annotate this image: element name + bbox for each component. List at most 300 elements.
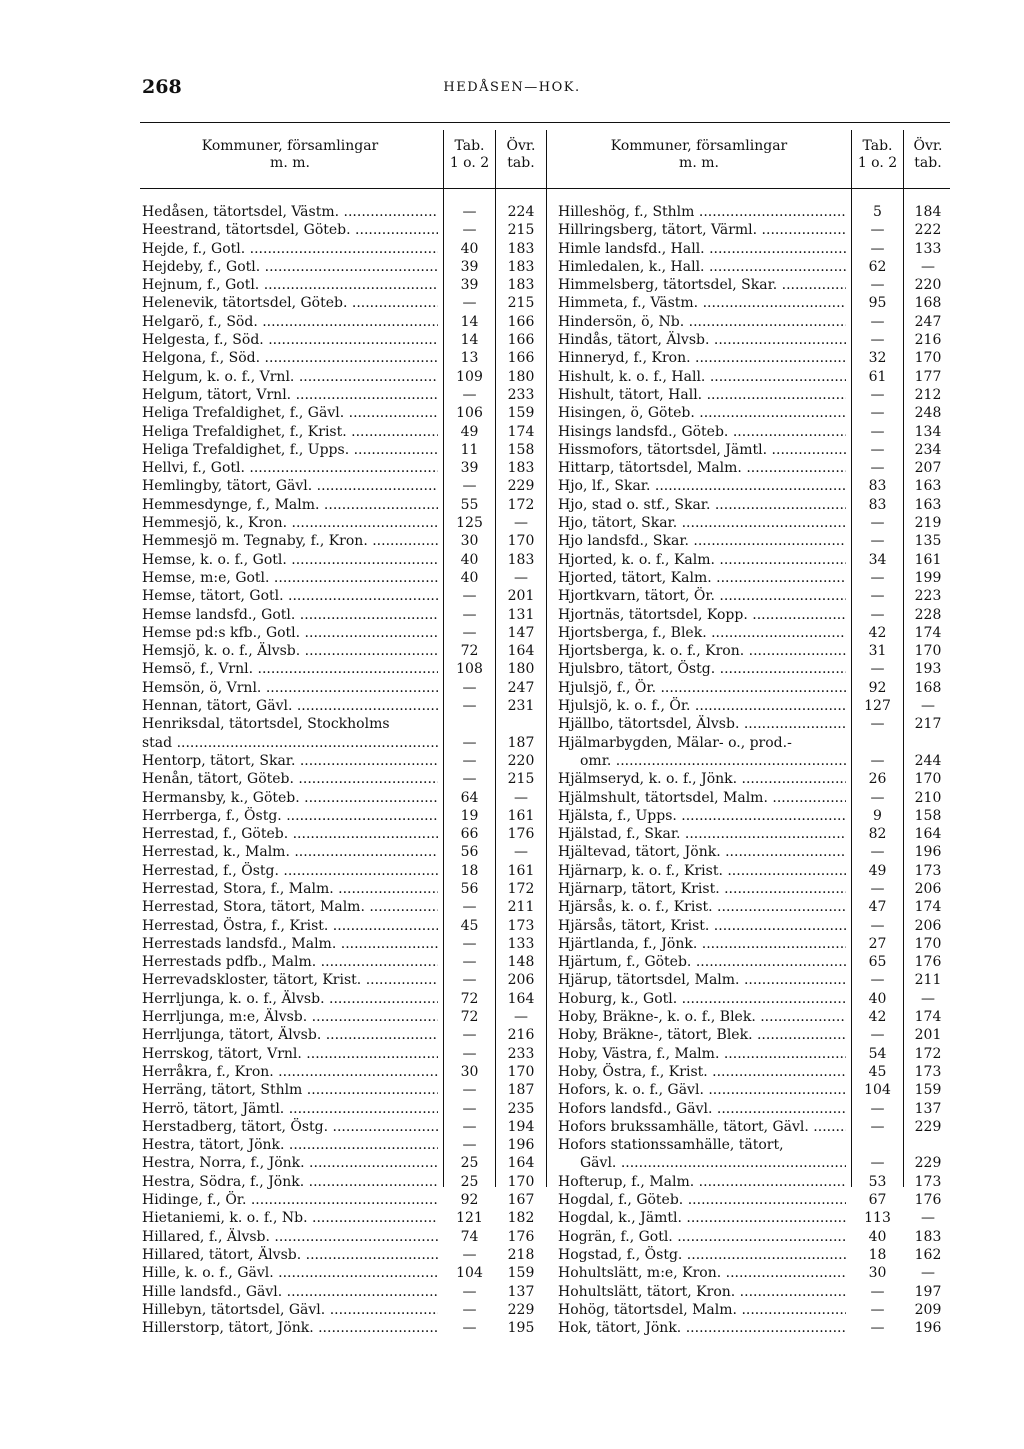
entry-ovr-value: 170 [914, 935, 942, 952]
entry-ovr-value: 220 [914, 277, 942, 294]
index-entry [558, 862, 952, 880]
entry-name: Hjälsta, f., Upps. ..... [558, 807, 846, 825]
entry-name: Hishult, k. o. f., Hall. ..... [558, 368, 846, 386]
entry-name: Hjälstad, f., Skar. ..... [558, 825, 846, 843]
entry-name: Herrestads pdfb., Malm. ..... [142, 953, 438, 971]
entry-name: Hofors, k. o. f., Gävl. ..... [558, 1081, 846, 1099]
index-entry [142, 624, 550, 642]
top-rule [140, 122, 950, 123]
entry-name: Hogdal, f., Göteb. ..... [558, 1191, 846, 1209]
index-entry [142, 551, 550, 569]
entry-name: Hejnum, f., Gotl. ..... [142, 276, 438, 294]
entry-ovr-value: 148 [507, 954, 535, 971]
entry-name: Hindås, tätort, Älvsb. ..... [558, 331, 846, 349]
entry-ovr-value: 158 [507, 441, 535, 458]
entry-name: Hjortsberga, f., Blek. ..... [558, 624, 846, 642]
entry-ovr-value: 133 [507, 935, 535, 952]
entry-tab-value: 40 [460, 551, 479, 568]
index-entry [142, 477, 550, 495]
entry-name: Herrestad, Östra, f., Krist. ..... [142, 917, 438, 935]
index-entry [558, 1063, 952, 1081]
entry-ovr-value: 207 [914, 460, 942, 477]
index-entry [142, 898, 550, 916]
entry-tab-value: 42 [868, 624, 887, 641]
entry-name: Hofors stationssamhälle, tätort, [558, 1137, 784, 1154]
entry-tab-value: — [462, 624, 477, 641]
entry-ovr-value: 215 [507, 222, 535, 239]
entry-name: Hermansby, k., Göteb. ..... [142, 789, 438, 807]
entry-tab-value: — [870, 1283, 885, 1300]
entry-name: Hoby, Bräkne-, k. o. f., Blek. ..... [558, 1008, 846, 1026]
index-entry [142, 1100, 550, 1118]
entry-name: Herrljunga, tätort, Älvsb. ..... [142, 1026, 438, 1044]
index-entry [558, 1209, 952, 1227]
header-ovr-line2: tab. [507, 155, 535, 171]
entry-tab-value: 74 [460, 1228, 479, 1245]
entry-name: Hjorted, tätort, Kalm. ..... [558, 569, 846, 587]
index-entry [142, 587, 550, 605]
entry-tab-value: — [870, 423, 885, 440]
entry-ovr-value: 201 [914, 1027, 942, 1044]
entry-ovr-value: 183 [507, 277, 535, 294]
entry-ovr-value: 159 [507, 1265, 535, 1282]
entry-tab-value: 25 [460, 1173, 479, 1190]
entry-ovr-value: 164 [507, 643, 535, 660]
entry-name: Helgum, k. o. f., Vrnl. ..... [142, 368, 438, 386]
entry-name: Hjältevad, tätort, Jönk. ..... [558, 843, 846, 861]
entry-ovr-value: 177 [914, 368, 942, 385]
entry-tab-value: — [462, 222, 477, 239]
index-entry [142, 1045, 550, 1063]
entry-tab-value: — [462, 1283, 477, 1300]
entry-tab-value: — [462, 935, 477, 952]
left-header-ovr [496, 138, 546, 172]
index-entry [142, 1118, 550, 1136]
entry-tab-value: — [870, 277, 885, 294]
entry-tab-value: — [870, 1118, 885, 1135]
entry-ovr-value: 137 [914, 1100, 942, 1117]
index-entry [142, 752, 550, 770]
entry-name: Hemmesdynge, f., Malm. ..... [142, 496, 438, 514]
index-entry [558, 1154, 952, 1172]
entry-name: Hofterup, f., Malm. ..... [558, 1173, 846, 1191]
index-entry [558, 532, 952, 550]
entry-name: Hjärup, tätortsdel, Malm. ..... [558, 971, 846, 989]
entry-name: stad ..... [142, 734, 438, 752]
index-entry [558, 349, 952, 367]
header-rule [140, 188, 950, 189]
entry-name: Helgarö, f., Söd. ..... [142, 313, 438, 331]
left-column [142, 203, 550, 1337]
entry-ovr-value: 212 [914, 386, 942, 403]
entry-name: Hjärtum, f., Göteb. ..... [558, 953, 846, 971]
index-entry [142, 1136, 550, 1154]
entry-tab-value: — [462, 1246, 477, 1263]
entry-name: Hjortkvarn, tätort, Ör. ..... [558, 587, 846, 605]
index-entry [558, 679, 952, 697]
index-entry [142, 331, 550, 349]
entry-ovr-value: 233 [507, 386, 535, 403]
header-name-line1: Kommuner, församlingar [610, 138, 788, 154]
entry-name: Herrestad, f., Östg. ..... [142, 862, 438, 880]
entry-name: Hisings landsfd., Göteb. ..... [558, 423, 846, 441]
index-entry [142, 715, 550, 733]
index-entry [142, 935, 550, 953]
index-entry [142, 1173, 550, 1191]
index-entry [558, 917, 952, 935]
index-entry [558, 423, 952, 441]
entry-tab-value: 104 [864, 1082, 891, 1099]
entry-name: Hestra, tätort, Jönk. ..... [142, 1136, 438, 1154]
entry-tab-value: 13 [460, 350, 479, 367]
index-entry [142, 496, 550, 514]
entry-tab-value: — [462, 1027, 477, 1044]
entry-tab-value: 14 [460, 313, 479, 330]
index-entry [558, 1045, 952, 1063]
entry-ovr-value: 209 [914, 1301, 942, 1318]
entry-name: Hietaniemi, k. o. f., Nb. ..... [142, 1209, 438, 1227]
entry-tab-value: — [870, 332, 885, 349]
entry-tab-value: 125 [456, 515, 483, 532]
entry-tab-value: 83 [868, 478, 887, 495]
entry-name: Hohultslätt, tätort, Kron. ..... [558, 1283, 846, 1301]
entry-ovr-value: 229 [914, 1155, 942, 1172]
entry-tab-value: — [462, 478, 477, 495]
entry-name: Hjo landsfd., Skar. ..... [558, 532, 846, 550]
entry-ovr-value: 182 [507, 1210, 535, 1227]
entry-ovr-value: 229 [507, 1301, 535, 1318]
entry-name: Hoburg, k., Gotl. ..... [558, 990, 846, 1008]
entry-ovr-value: 170 [507, 533, 535, 550]
index-entry [142, 606, 550, 624]
entry-tab-value: 67 [868, 1192, 887, 1209]
entry-ovr-value: 195 [507, 1320, 535, 1337]
header-tab-line2: 1 o. 2 [449, 155, 490, 171]
entry-tab-value: — [870, 1027, 885, 1044]
entry-tab-value: 25 [460, 1155, 479, 1172]
entry-tab-value: — [870, 533, 885, 550]
entry-ovr-value: 173 [507, 917, 535, 934]
entry-name: Herrljunga, k. o. f., Älvsb. ..... [142, 990, 438, 1008]
entry-tab-value: — [462, 679, 477, 696]
index-entry [558, 715, 952, 733]
entry-name: Hissmofors, tätortsdel, Jämtl. ..... [558, 441, 846, 459]
index-entry [142, 1283, 550, 1301]
index-entry [558, 404, 952, 422]
entry-tab-value: — [870, 972, 885, 989]
index-entry [142, 459, 550, 477]
header-tab-line1: Tab. [862, 138, 893, 154]
entry-ovr-value: 206 [914, 917, 942, 934]
index-entry [558, 807, 952, 825]
index-entry [558, 1301, 952, 1319]
entry-name: Herrestad, Stora, tätort, Malm. ..... [142, 898, 438, 916]
entry-ovr-value: 174 [914, 1009, 942, 1026]
entry-tab-value: — [462, 698, 477, 715]
entry-tab-value: — [462, 1045, 477, 1062]
entry-tab-value: 53 [868, 1173, 887, 1190]
entry-ovr-value: 231 [507, 698, 535, 715]
entry-name: Hjällbo, tätortsdel, Älvsb. ..... [558, 715, 846, 733]
entry-tab-value: — [870, 789, 885, 806]
index-entry [558, 477, 952, 495]
index-entry [142, 953, 550, 971]
entry-name: Hille landsfd., Gävl. ..... [142, 1283, 438, 1301]
entry-tab-value: 109 [456, 368, 483, 385]
index-entry [558, 660, 952, 678]
entry-name: Hillringsberg, tätort, Värml. ..... [558, 221, 846, 239]
entry-ovr-value: 172 [914, 1045, 942, 1062]
entry-name: Hjärnarp, k. o. f., Krist. ..... [558, 862, 846, 880]
index-entry [142, 1228, 550, 1246]
entry-tab-value: — [870, 222, 885, 239]
entry-tab-value: — [870, 1320, 885, 1337]
entry-name: Herrestad, k., Malm. ..... [142, 843, 438, 861]
entry-tab-value: — [462, 752, 477, 769]
entry-ovr-value: 174 [914, 899, 942, 916]
entry-ovr-value: 229 [914, 1118, 942, 1135]
index-entry [558, 697, 952, 715]
entry-ovr-value: 183 [507, 240, 535, 257]
entry-name: Heliga Trefaldighet, f., Gävl. ..... [142, 404, 438, 422]
entry-tab-value: — [870, 386, 885, 403]
entry-tab-value: 45 [460, 917, 479, 934]
entry-name: Hjulsjö, f., Ör. ..... [558, 679, 846, 697]
entry-name: Heestrand, tätortsdel, Göteb. ..... [142, 221, 438, 239]
entry-ovr-value: 206 [507, 972, 535, 989]
entry-tab-value: 72 [460, 1009, 479, 1026]
index-entry [558, 496, 952, 514]
index-entry [142, 404, 550, 422]
entry-tab-value: 127 [864, 698, 891, 715]
entry-tab-value: 45 [868, 1063, 887, 1080]
index-entry [558, 770, 952, 788]
entry-tab-value: — [870, 240, 885, 257]
entry-ovr-value: 173 [914, 1063, 942, 1080]
entry-tab-value: 47 [868, 899, 887, 916]
entry-name: Herrestads landsfd., Malm. ..... [142, 935, 438, 953]
entry-ovr-value: 197 [914, 1283, 942, 1300]
index-entry [142, 441, 550, 459]
entry-tab-value: — [462, 734, 477, 751]
entry-ovr-value: 180 [507, 661, 535, 678]
entry-tab-value: 19 [460, 807, 479, 824]
entry-name: Heliga Trefaldighet, f., Upps. ..... [142, 441, 438, 459]
index-entry [142, 258, 550, 276]
entry-tab-value: 30 [460, 1063, 479, 1080]
entry-tab-value: 72 [460, 990, 479, 1007]
index-entry [142, 221, 550, 239]
index-entry [142, 697, 550, 715]
entry-ovr-value: 134 [914, 423, 942, 440]
entry-name: Himmeta, f., Västm. ..... [558, 294, 846, 312]
index-entry [142, 514, 550, 532]
left-header-name [140, 138, 440, 172]
entry-tab-value: — [462, 295, 477, 312]
entry-ovr-value: 131 [507, 606, 535, 623]
entry-tab-value: — [870, 1155, 885, 1172]
entry-tab-value: 64 [460, 789, 479, 806]
entry-ovr-value: 206 [914, 880, 942, 897]
entry-tab-value: 18 [460, 862, 479, 879]
index-entry [558, 606, 952, 624]
entry-tab-value: 27 [868, 935, 887, 952]
entry-tab-value: — [870, 880, 885, 897]
index-entry [558, 1283, 952, 1301]
index-entry [142, 368, 550, 386]
entry-tab-value: 54 [868, 1045, 887, 1062]
entry-tab-value: 55 [460, 496, 479, 513]
index-entry [558, 880, 952, 898]
entry-ovr-value: 184 [914, 204, 942, 220]
entry-name: Hohög, tätortsdel, Malm. ..... [558, 1301, 846, 1319]
entry-ovr-value: 170 [507, 1063, 535, 1080]
index-entry [558, 221, 952, 239]
entry-ovr-value: 174 [914, 624, 942, 641]
entry-tab-value: — [870, 313, 885, 330]
entry-name: Himmelsberg, tätortsdel, Skar. ..... [558, 276, 846, 294]
index-entry [558, 313, 952, 331]
entry-ovr-value: 211 [914, 972, 942, 989]
entry-ovr-value: 201 [507, 588, 535, 605]
entry-name: Hilleshög, f., Sthlm ..... [558, 203, 846, 221]
index-entry [558, 624, 952, 642]
entry-tab-value: — [462, 1100, 477, 1117]
entry-tab-value: 108 [456, 661, 483, 678]
entry-name: Henån, tätort, Göteb. ..... [142, 770, 438, 788]
index-entry [558, 386, 952, 404]
entry-tab-value: 56 [460, 844, 479, 861]
entry-ovr-value: 196 [914, 844, 942, 861]
index-entry [142, 770, 550, 788]
header-name-line2: m. m. [679, 155, 719, 171]
entry-ovr-value: 164 [507, 990, 535, 1007]
entry-tab-value: 92 [460, 1192, 479, 1209]
index-entry [558, 825, 952, 843]
entry-tab-value: 92 [868, 679, 887, 696]
index-entry [558, 258, 952, 276]
index-entry [142, 1081, 550, 1099]
entry-tab-value: 39 [460, 258, 479, 275]
index-entry [142, 1154, 550, 1172]
entry-tab-value: 42 [868, 1009, 887, 1026]
entry-ovr-value: 176 [507, 1228, 535, 1245]
entry-name: Hjo, tätort, Skar. ..... [558, 514, 846, 532]
entry-name: Hjorted, k. o. f., Kalm. ..... [558, 551, 846, 569]
entry-tab-value: 95 [868, 295, 887, 312]
entry-name: Herrestad, Stora, f., Malm. ..... [142, 880, 438, 898]
entry-ovr-value: 215 [507, 771, 535, 788]
index-entry [558, 459, 952, 477]
entry-tab-value: 65 [868, 954, 887, 971]
entry-name: Hjulsjö, k. o. f., Ör. ..... [558, 697, 846, 715]
entry-ovr-value: 158 [914, 807, 942, 824]
index-entry [558, 642, 952, 660]
entry-tab-value: — [462, 1301, 477, 1318]
entry-tab-value: — [462, 386, 477, 403]
entry-ovr-value: 173 [914, 862, 942, 879]
entry-name: Hjortsberga, k. o. f., Kron. ..... [558, 642, 846, 660]
entry-name: Herrestad, f., Göteb. ..... [142, 825, 438, 843]
index-entry [142, 807, 550, 825]
entry-name: Hofors brukssamhälle, tätort, Gävl. ..... [558, 1118, 846, 1136]
entry-name: Hennan, tätort, Gävl. ..... [142, 697, 438, 715]
entry-name: Hillerstorp, tätort, Jönk. ..... [142, 1319, 438, 1337]
right-header-ovr [904, 138, 952, 172]
index-entry [558, 368, 952, 386]
entry-ovr-value: 233 [507, 1045, 535, 1062]
entry-name: Hok, tätort, Jönk. ..... [558, 1319, 846, 1337]
entry-ovr-value: 164 [507, 1155, 535, 1172]
entry-name: Hjälmshult, tätortsdel, Malm. ..... [558, 789, 846, 807]
index-entry [558, 734, 952, 752]
index-entry [558, 1228, 952, 1246]
index-entry [558, 551, 952, 569]
entry-name: Hemse landsfd., Gotl. ..... [142, 606, 438, 624]
entry-name: Hogstad, f., Östg. ..... [558, 1246, 846, 1264]
entry-tab-value: 30 [460, 533, 479, 550]
index-entry [558, 898, 952, 916]
entry-name: Hofors landsfd., Gävl. ..... [558, 1100, 846, 1118]
index-entry [142, 642, 550, 660]
entry-ovr-value: 162 [914, 1246, 942, 1263]
entry-name: Helgum, tätort, Vrnl. ..... [142, 386, 438, 404]
entry-name: Hedåsen, tätortsdel, Västm. ..... [142, 203, 438, 221]
index-entry [142, 203, 550, 221]
entry-ovr-value: 168 [914, 295, 942, 312]
index-entry [142, 990, 550, 1008]
entry-ovr-value: 183 [507, 258, 535, 275]
entry-ovr-value: 163 [914, 496, 942, 513]
entry-ovr-value: 199 [914, 569, 942, 586]
entry-tab-value: 39 [460, 460, 479, 477]
index-entry [142, 1191, 550, 1209]
entry-ovr-value: 168 [914, 679, 942, 696]
entry-ovr-value: 220 [507, 752, 535, 769]
index-entry [142, 349, 550, 367]
index-entry [558, 1026, 952, 1044]
entry-name: Hille, k. o. f., Gävl. ..... [142, 1264, 438, 1282]
index-entry [142, 1319, 550, 1337]
entry-tab-value: 104 [456, 1265, 483, 1282]
entry-ovr-value: 183 [507, 460, 535, 477]
entry-tab-value: 40 [460, 569, 479, 586]
page-title: HEDÅSEN—HOK. [443, 80, 581, 95]
entry-tab-value: — [870, 917, 885, 934]
header-ovr-line1: Övr. [506, 138, 536, 154]
entry-name: Hemmesjö m. Tegnaby, f., Kron. ..... [142, 532, 438, 550]
header-tab-line1: Tab. [454, 138, 485, 154]
entry-name: Helgesta, f., Söd. ..... [142, 331, 438, 349]
entry-name: Hemse pd:s kfb., Gotl. ..... [142, 624, 438, 642]
entry-name: Hogrän, f., Gotl. ..... [558, 1228, 846, 1246]
entry-tab-value: 14 [460, 332, 479, 349]
entry-name: Hogdal, k., Jämtl. ..... [558, 1209, 846, 1227]
entry-ovr-value: 211 [507, 899, 535, 916]
right-header-tab [852, 138, 903, 172]
entry-tab-value: — [870, 441, 885, 458]
entry-tab-value: 26 [868, 771, 887, 788]
entry-name: Helgona, f., Söd. ..... [142, 349, 438, 367]
index-entry [142, 789, 550, 807]
entry-ovr-value: — [514, 844, 528, 861]
entry-tab-value: — [870, 460, 885, 477]
entry-ovr-value: 217 [914, 716, 942, 733]
entry-ovr-value: — [921, 990, 935, 1007]
index-entry [558, 953, 952, 971]
entry-name: Hjärtlanda, f., Jönk. ..... [558, 935, 846, 953]
entry-name: Hittarp, tätortsdel, Malm. ..... [558, 459, 846, 477]
